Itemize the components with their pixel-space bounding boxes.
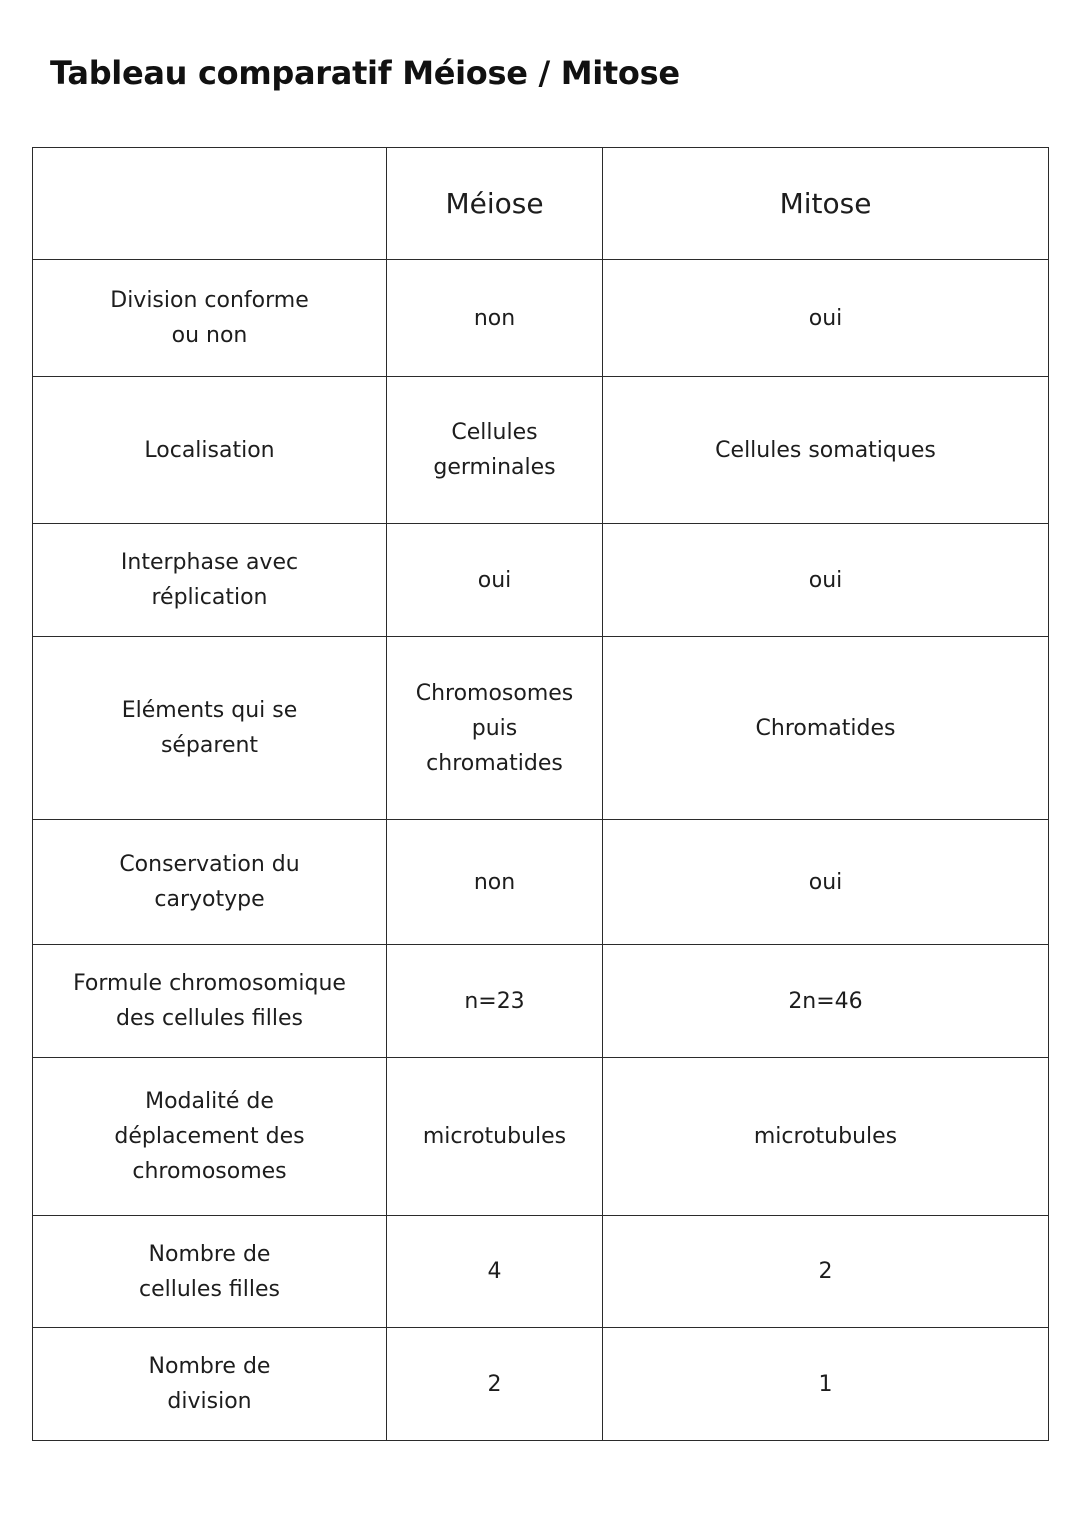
table-row: [33, 820, 1049, 945]
row-label: Nombre de division: [33, 1328, 387, 1441]
header-cell-criteria: [33, 148, 387, 260]
row-label: Localisation: [33, 377, 387, 524]
mitose-cell: oui: [603, 820, 1049, 945]
page-title: Tableau comparatif Méiose / Mitose: [50, 54, 680, 92]
table-row: [33, 524, 1049, 637]
row-label: Formule chromosomique des cellules filles: [33, 945, 387, 1058]
table-row: [33, 1328, 1049, 1441]
row-label: Interphase avec réplication: [33, 524, 387, 637]
header-cell-mitose: Mitose: [603, 148, 1049, 260]
table-row: [33, 377, 1049, 524]
table-row: [33, 637, 1049, 820]
row-label: Conservation du caryotype: [33, 820, 387, 945]
table-row: [33, 260, 1049, 377]
meiose-cell: n=23: [387, 945, 603, 1058]
meiose-cell: oui: [387, 524, 603, 637]
meiose-cell: non: [387, 260, 603, 377]
meiose-cell: microtubules: [387, 1058, 603, 1216]
mitose-cell: Chromatides: [603, 637, 1049, 820]
row-label: Nombre de cellules filles: [33, 1216, 387, 1328]
table-row: [33, 945, 1049, 1058]
mitose-cell: microtubules: [603, 1058, 1049, 1216]
table-header-row: [33, 148, 1049, 260]
mitose-cell: oui: [603, 524, 1049, 637]
header-cell-meiose: Méiose: [387, 148, 603, 260]
meiose-cell: Chromosomes puis chromatides: [387, 637, 603, 820]
mitose-cell: 2: [603, 1216, 1049, 1328]
row-label: Eléments qui se séparent: [33, 637, 387, 820]
row-label: Division conforme ou non: [33, 260, 387, 377]
mitose-cell: 2n=46: [603, 945, 1049, 1058]
meiose-cell: non: [387, 820, 603, 945]
comparison-table: [32, 147, 1049, 1441]
meiose-cell: 4: [387, 1216, 603, 1328]
mitose-cell: Cellules somatiques: [603, 377, 1049, 524]
table-row: [33, 1058, 1049, 1216]
meiose-cell: Cellules germinales: [387, 377, 603, 524]
meiose-cell: 2: [387, 1328, 603, 1441]
mitose-cell: 1: [603, 1328, 1049, 1441]
row-label: Modalité de déplacement des chromosomes: [33, 1058, 387, 1216]
mitose-cell: oui: [603, 260, 1049, 377]
table-row: [33, 1216, 1049, 1328]
